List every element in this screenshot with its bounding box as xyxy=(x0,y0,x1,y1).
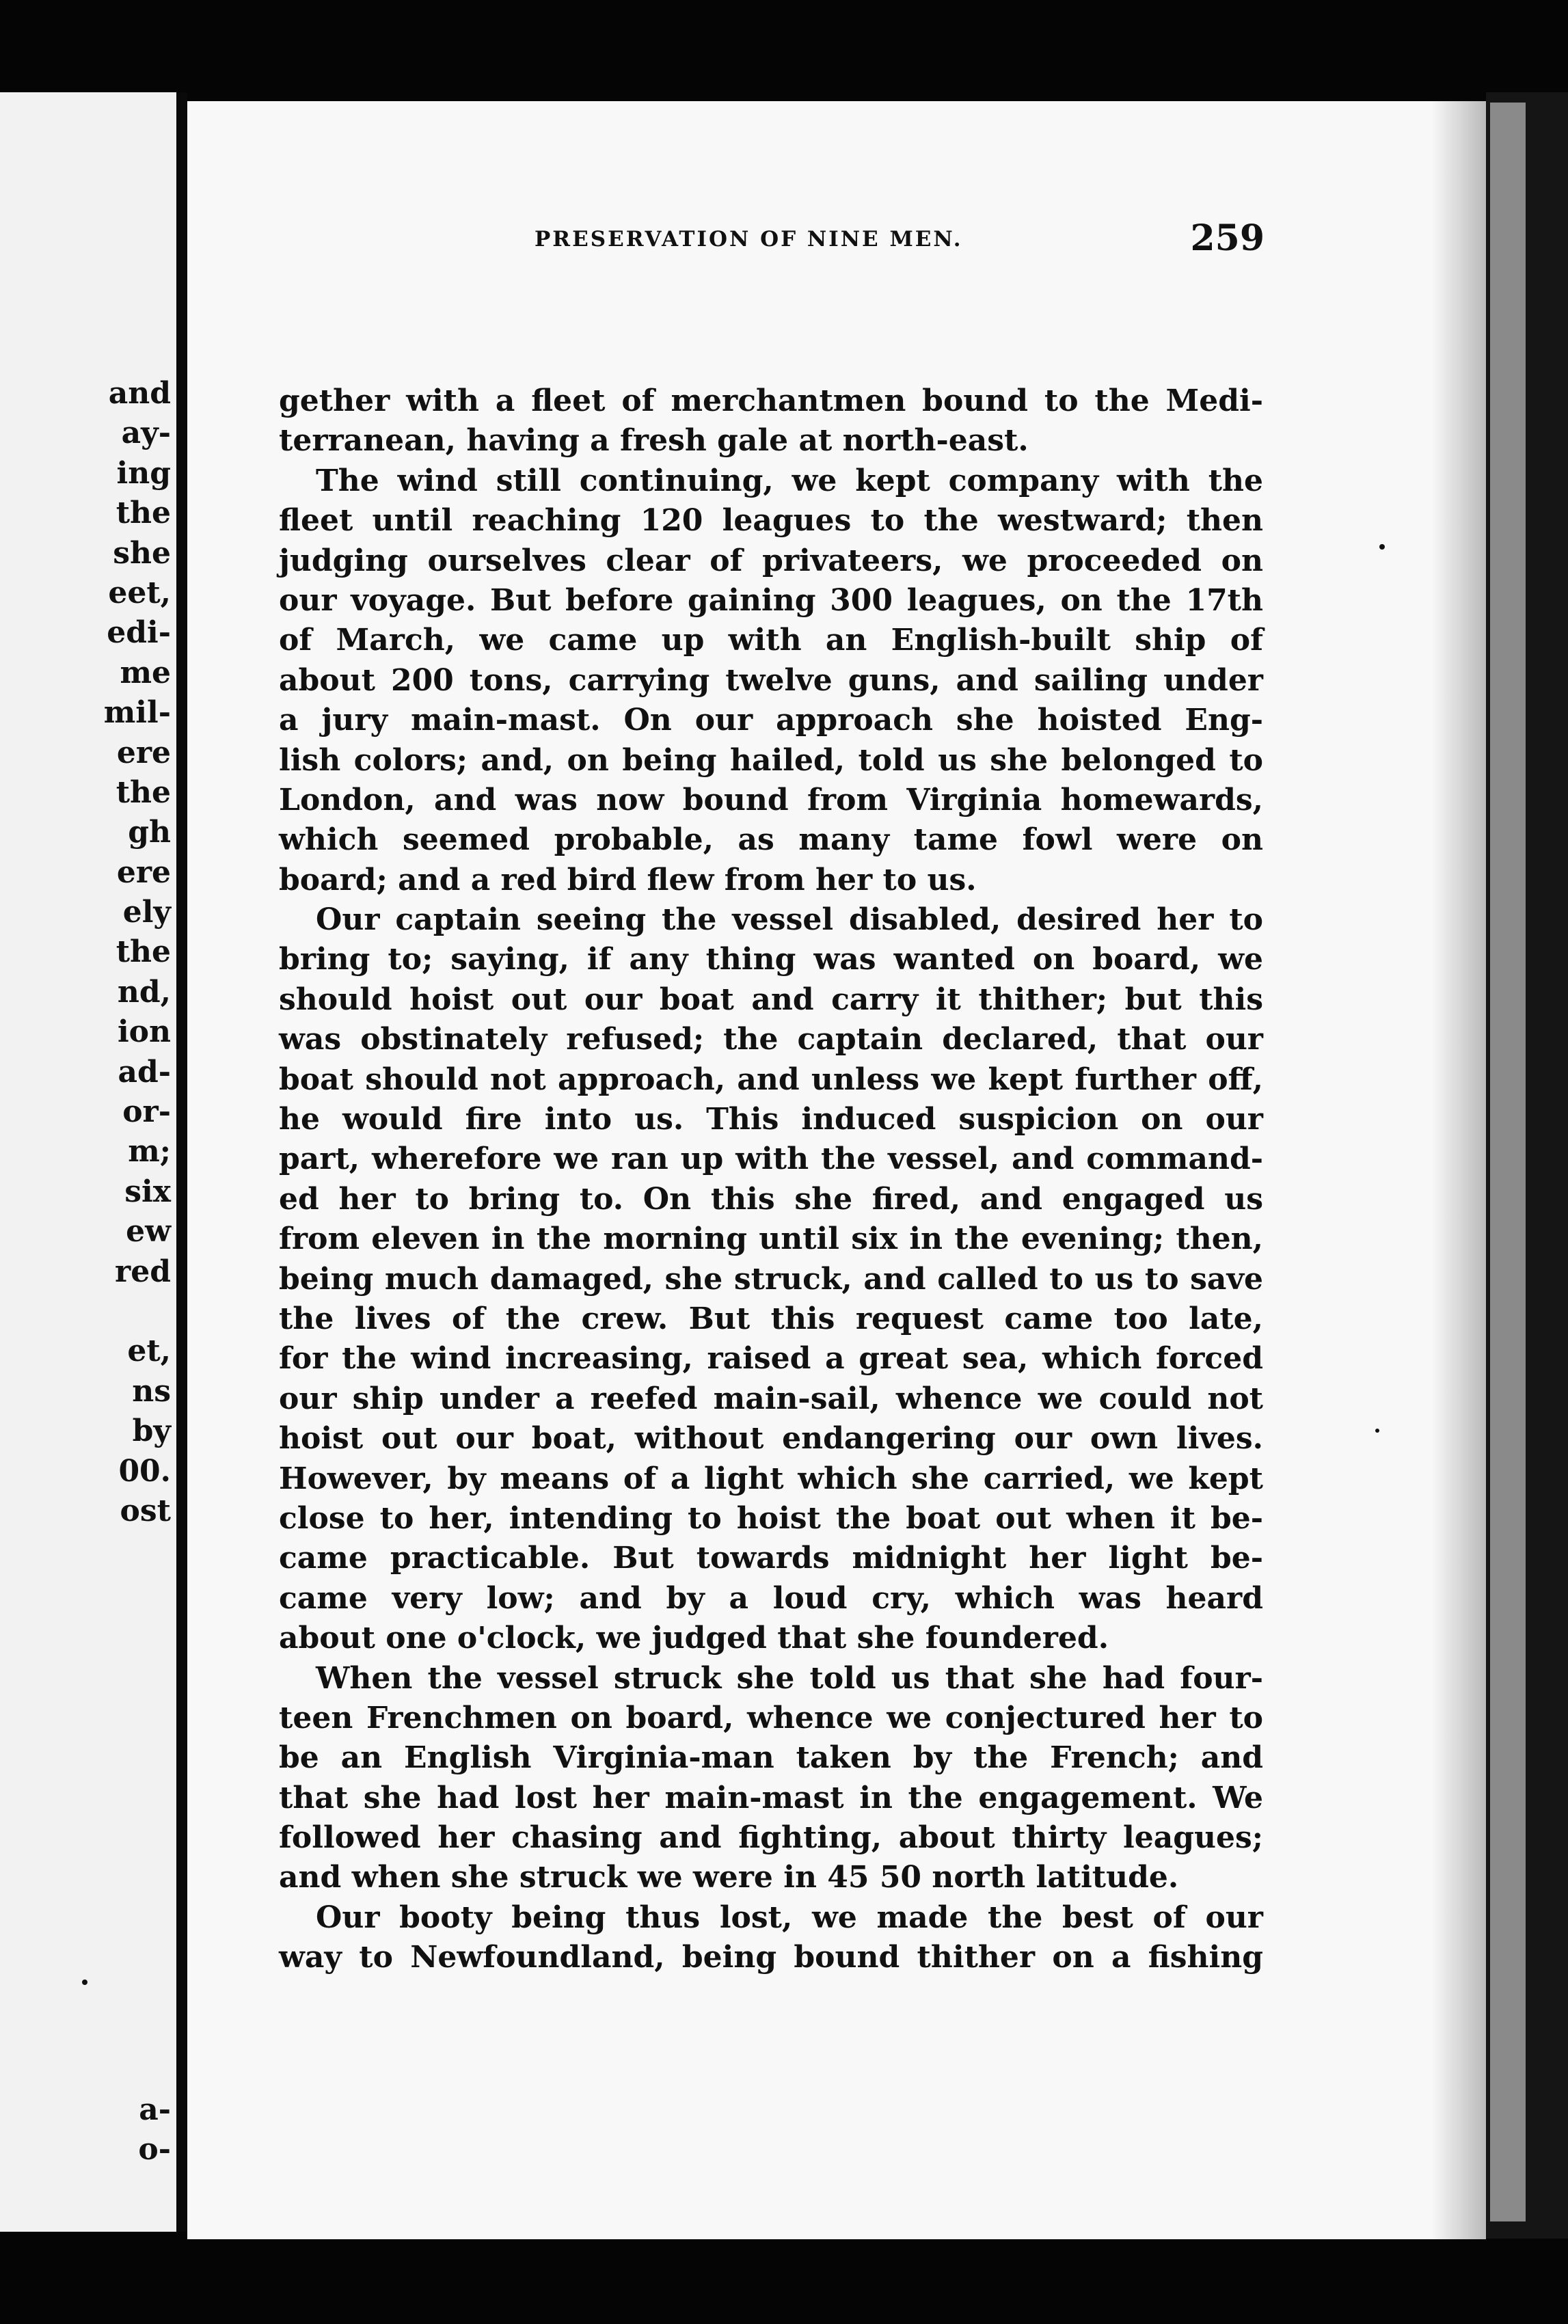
facing-page-line-fragment: ost xyxy=(120,1493,171,1528)
facing-page-line-fragment xyxy=(104,1930,171,1970)
facing-page-line-fragment xyxy=(104,1611,171,1651)
text-line: and when she struck we were in 45 50 north latitude. xyxy=(279,1860,1179,1895)
facing-page-line-fragment xyxy=(104,1731,171,1770)
text-line: be an English Virginia-man taken by the French; and xyxy=(279,1740,1263,1776)
facing-page-line-fragment xyxy=(104,2010,171,2050)
facing-page-line-fragment: et, xyxy=(127,1334,171,1369)
text-line: Our booty being thus lost, we made the best of our xyxy=(316,1900,1263,1935)
text-line: being much damaged, she struck, and called to us to save xyxy=(279,1261,1263,1297)
facing-page-line-fragment: ere xyxy=(116,735,171,770)
facing-page-line-fragment xyxy=(104,1691,171,1731)
facing-page-line-fragment xyxy=(104,2050,171,2090)
facing-page-line-fragment: edi- xyxy=(107,615,171,651)
facing-page-line-fragment: the xyxy=(116,496,171,531)
text-line: lish colors; and, on being hailed, told us she belonged to xyxy=(279,742,1263,778)
text-line: about one o'clock, we judged that she foundered. xyxy=(279,1621,1109,1656)
ink-speck xyxy=(1379,544,1385,550)
facing-page-line-fragment: or- xyxy=(122,1094,171,1130)
text-line: close to her, intending to hoist the boat out when it be- xyxy=(279,1500,1263,1536)
book-gutter xyxy=(176,92,187,2232)
text-line: way to Newfoundland, being bound thither on a fishing xyxy=(279,1940,1263,1975)
facing-page xyxy=(0,92,176,2232)
text-line: from eleven in the morning until six in the evening; then, xyxy=(279,1221,1263,1257)
facing-page-line-fragment: the xyxy=(116,774,171,810)
text-line: bring to; saying, if any thing was wanted on board, we xyxy=(279,942,1263,977)
body-text xyxy=(279,381,1263,1978)
facing-page-line-fragment: o- xyxy=(138,2132,171,2167)
text-line: ed her to bring to. On this she fired, and engaged us xyxy=(279,1181,1263,1217)
page-number: 259 xyxy=(1190,217,1265,259)
facing-page-line-fragment: m; xyxy=(128,1134,171,1170)
text-line: our voyage. But before gaining 300 leagues, on the 17th xyxy=(279,582,1263,618)
text-line: Our captain seeing the vessel disabled, desired her to xyxy=(316,902,1263,938)
text-line: our ship under a reefed main-sail, whence we could not xyxy=(279,1381,1263,1416)
facing-page-line-fragment: me xyxy=(120,655,171,690)
text-line: judging ourselves clear of privateers, we proceeded on xyxy=(279,543,1263,578)
facing-page-line-fragment: red xyxy=(115,1254,171,1289)
text-line: The wind still continuing, we kept company with the xyxy=(316,463,1263,498)
facing-page-line-fragment xyxy=(104,1891,171,1930)
facing-page-line-fragment: the xyxy=(116,934,171,970)
text-line: part, wherefore we ran up with the vessel, and command- xyxy=(279,1141,1263,1177)
text-line: for the wind increasing, raised a great sea, which forced xyxy=(279,1341,1263,1377)
facing-page-line-fragment: nd, xyxy=(117,974,171,1010)
text-line: hoist out our boat, without endangering our own lives. xyxy=(279,1421,1263,1457)
facing-page-line-fragment xyxy=(104,1850,171,1890)
facing-page-line-fragment: she xyxy=(113,535,171,571)
text-line: came very low; and by a loud cry, which was heard xyxy=(279,1580,1263,1616)
facing-page-line-fragment: six xyxy=(124,1174,171,1209)
ink-speck xyxy=(82,1980,87,1985)
text-line: the lives of the crew. But this request came too late, xyxy=(279,1301,1263,1336)
facing-page-line-fragment: ew xyxy=(126,1214,171,1249)
running-head: PRESERVATION OF NINE MEN. xyxy=(535,227,963,252)
text-line: teen Frenchmen on board, whence we conjectured her to xyxy=(279,1700,1263,1735)
text-line: fleet until reaching 120 leagues to the westward; then xyxy=(279,503,1263,539)
text-line: followed her chasing and fighting, about thirty leagues; xyxy=(279,1820,1263,1856)
facing-page-line-fragment: ad- xyxy=(118,1054,171,1090)
text-line: was obstinately refused; the captain declared, that our xyxy=(279,1022,1263,1057)
text-line: a jury main-mast. On our approach she hoisted Eng- xyxy=(279,703,1263,738)
facing-page-line-fragment: ere xyxy=(116,854,171,890)
facing-page-text-column xyxy=(104,374,171,2170)
facing-page-line-fragment: ns xyxy=(132,1373,171,1409)
text-line: London, and was now bound from Virginia homewards, xyxy=(279,782,1263,818)
text-line: he would fire into us. This induced suspicion on our xyxy=(279,1102,1263,1137)
facing-page-line-fragment: by xyxy=(132,1414,171,1449)
text-line: gether with a fleet of merchantmen bound to the Medi- xyxy=(279,383,1263,418)
facing-page-line-fragment xyxy=(104,1571,171,1611)
facing-page-line-fragment: ing xyxy=(116,455,171,491)
text-line: which seemed probable, as many tame fowl were on xyxy=(279,822,1263,858)
page-edge-shadow xyxy=(1431,101,1486,2239)
page-header xyxy=(342,217,1271,265)
facing-page-line-fragment: ay- xyxy=(121,416,171,451)
facing-page-line-fragment: 00. xyxy=(118,1453,171,1489)
text-line: came practicable. But towards midnight her light be- xyxy=(279,1541,1263,1576)
facing-page-line-fragment: ion xyxy=(117,1014,171,1050)
text-line: However, by means of a light which she carried, we kept xyxy=(279,1461,1263,1496)
facing-page-line-fragment: and xyxy=(108,376,171,411)
facing-page-line-fragment: a- xyxy=(139,2092,171,2127)
ink-speck xyxy=(1375,1429,1379,1433)
facing-page-line-fragment xyxy=(104,1771,171,1811)
facing-page-line-fragment: ely xyxy=(122,895,171,930)
text-line: terranean, having a fresh gale at north-east. xyxy=(279,423,1029,459)
facing-page-line-fragment xyxy=(104,1811,171,1850)
text-line: When the vessel struck she told us that she had four- xyxy=(316,1660,1263,1696)
text-line: about 200 tons, carrying twelve guns, and sailing under xyxy=(279,662,1263,698)
text-line: that she had lost her main-mast in the engagement. We xyxy=(279,1780,1263,1815)
text-line: should hoist out our boat and carry it thither; but this xyxy=(279,982,1263,1017)
text-line: of March, we came up with an English-built ship of xyxy=(279,623,1263,658)
facing-page-line-fragment xyxy=(104,1292,171,1332)
facing-page-line-fragment: mil- xyxy=(103,695,171,731)
facing-page-line-fragment xyxy=(104,1531,171,1571)
facing-page-line-fragment xyxy=(104,1971,171,2010)
text-line: board; and a red bird flew from her to us. xyxy=(279,862,977,897)
text-line: boat should not approach, and unless we kept further off, xyxy=(279,1062,1263,1097)
page-edge-strip xyxy=(1490,103,1526,2221)
facing-page-line-fragment xyxy=(104,1651,171,1691)
facing-page-line-fragment: eet, xyxy=(108,575,171,610)
facing-page-line-fragment: gh xyxy=(128,815,171,850)
